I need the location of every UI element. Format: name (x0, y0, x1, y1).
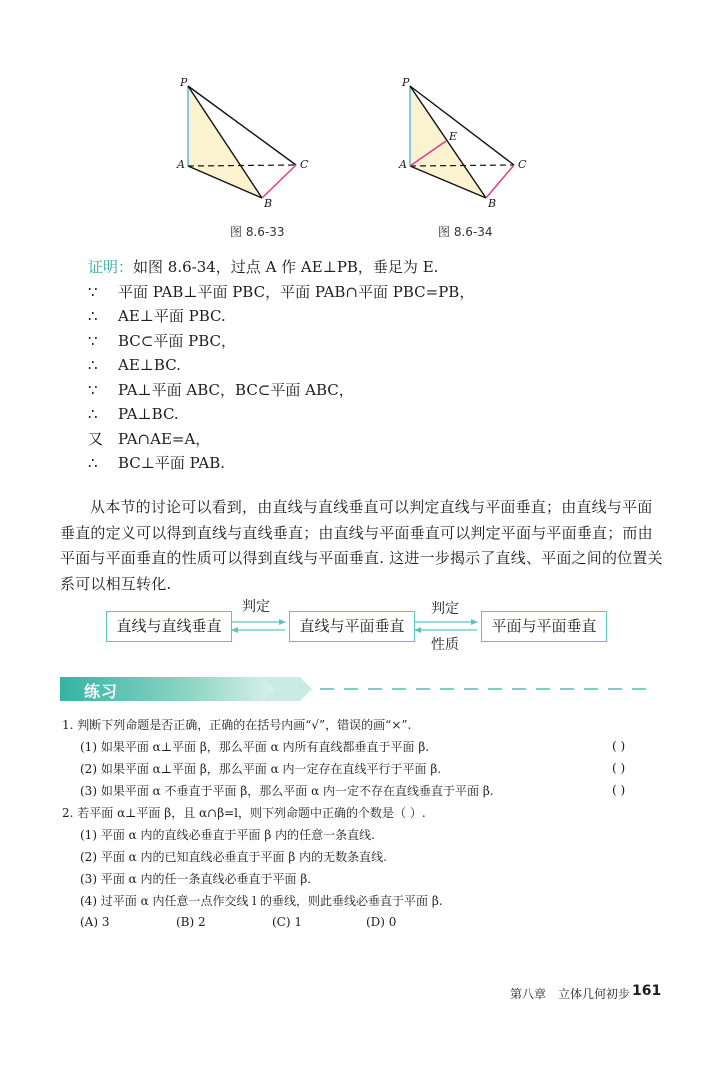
arrow-label-determine-2: 判定 (431, 601, 459, 617)
option-c: (C) 1 (272, 915, 302, 929)
flow-box-line-plane: 直线与平面垂直 (289, 611, 415, 642)
exercise-q2: 2. 若平面 α⊥平面 β，且 α∩β=l，则下列命题中正确的个数是（ ）. (62, 806, 426, 820)
label-a: A (399, 158, 407, 171)
exercise-q1: 1. 判断下列命题是否正确，正确的在括号内画“√”，错误的画“×”. (62, 718, 412, 732)
q2-item-4: (4) 过平面 α 内任意一点作交线 l 的垂线，则此垂线必垂直于平面 β. (80, 894, 443, 908)
q2-item-3: (3) 平面 α 内的任一条直线必垂直于平面 β. (80, 872, 312, 886)
q2-item-1: (1) 平面 α 内的直线必垂直于平面 β 内的任意一条直线. (80, 828, 375, 842)
label-c: C (518, 158, 527, 171)
label-a: A (177, 158, 185, 171)
proof-symbol: ∴ (88, 405, 98, 423)
arrow-label-property: 性质 (431, 637, 459, 653)
proof-text: AE⊥BC. (118, 356, 181, 374)
proof-symbol: ∴ (88, 307, 98, 325)
proof-symbol: 又 (88, 429, 104, 448)
label-b: B (264, 197, 273, 210)
proof-text: PA∩AE=A， (118, 429, 211, 448)
label-p: P (180, 76, 188, 89)
flow-box-line-line: 直线与直线垂直 (106, 611, 232, 642)
proof-text: BC⊥平面 PAB. (118, 454, 225, 472)
figure-caption: 图 8.6-33 (230, 225, 285, 239)
label-p: P (402, 76, 410, 89)
proof-first-text: 如图 8.6-34，过点 A 作 AE⊥PB，垂足为 E. (133, 258, 439, 276)
proof-symbol: ∵ (88, 331, 98, 350)
summary-paragraph: 从本节的讨论可以看到，由直线与直线垂直可以判定直线与平面垂直；由直线与平面垂直的定义可以得到直线与直线垂直；由直线与平面垂直可以判定平面与平面垂直；而由平面与平面垂直的性质可以得到直线与平面垂直. 这进一步揭示了直线、平面之间的位置关系可以相互转化. (60, 498, 663, 593)
proof-symbol: ∵ (88, 282, 98, 301)
proof-symbol: ∴ (88, 356, 98, 374)
footer-chapter: 第八章 立体几何初步 (510, 987, 631, 1001)
q2-item-2: (2) 平面 α 内的已知直线必垂直于平面 β 内的无数条直线. (80, 850, 387, 864)
q1-item-1: (1) 如果平面 α⊥平面 β，那么平面 α 内所有直线都垂直于平面 β. (80, 740, 430, 754)
answer-paren-1[interactable]: ( ) (612, 739, 626, 753)
page-number: 161 (632, 983, 662, 999)
proof-text: BC⊂平面 PBC， (118, 331, 236, 350)
exercise-title: 练习 (84, 682, 119, 701)
proof-text: PA⊥平面 ABC，BC⊂平面 ABC， (118, 380, 354, 399)
option-a: (A) 3 (80, 915, 110, 929)
proof-text: AE⊥平面 PBC. (118, 307, 226, 325)
proof-lead: 证明： (88, 258, 134, 276)
proof-symbol: ∵ (88, 380, 98, 399)
q1-item-3: (3) 如果平面 α 不垂直于平面 β，那么平面 α 内一定不存在直线垂直于平面 β. (80, 784, 494, 798)
label-b: B (488, 197, 497, 210)
proof-text: 平面 PAB⊥平面 PBC，平面 PAB∩平面 PBC=PB， (118, 282, 475, 301)
q1-item-2: (2) 如果平面 α⊥平面 β，那么平面 α 内一定存在直线平行于平面 β. (80, 762, 442, 776)
answer-paren-3[interactable]: ( ) (612, 783, 626, 797)
option-b: (B) 2 (176, 915, 206, 929)
proof-symbol: ∴ (88, 454, 98, 472)
label-e: E (449, 130, 458, 143)
proof-text: PA⊥BC. (118, 405, 179, 423)
answer-paren-2[interactable]: ( ) (612, 761, 626, 775)
flow-box-plane-plane: 平面与平面垂直 (481, 611, 607, 642)
option-d: (D) 0 (366, 915, 397, 929)
arrow-label-determine: 判定 (242, 599, 270, 615)
figure-caption: 图 8.6-34 (438, 225, 493, 239)
label-c: C (300, 158, 309, 171)
